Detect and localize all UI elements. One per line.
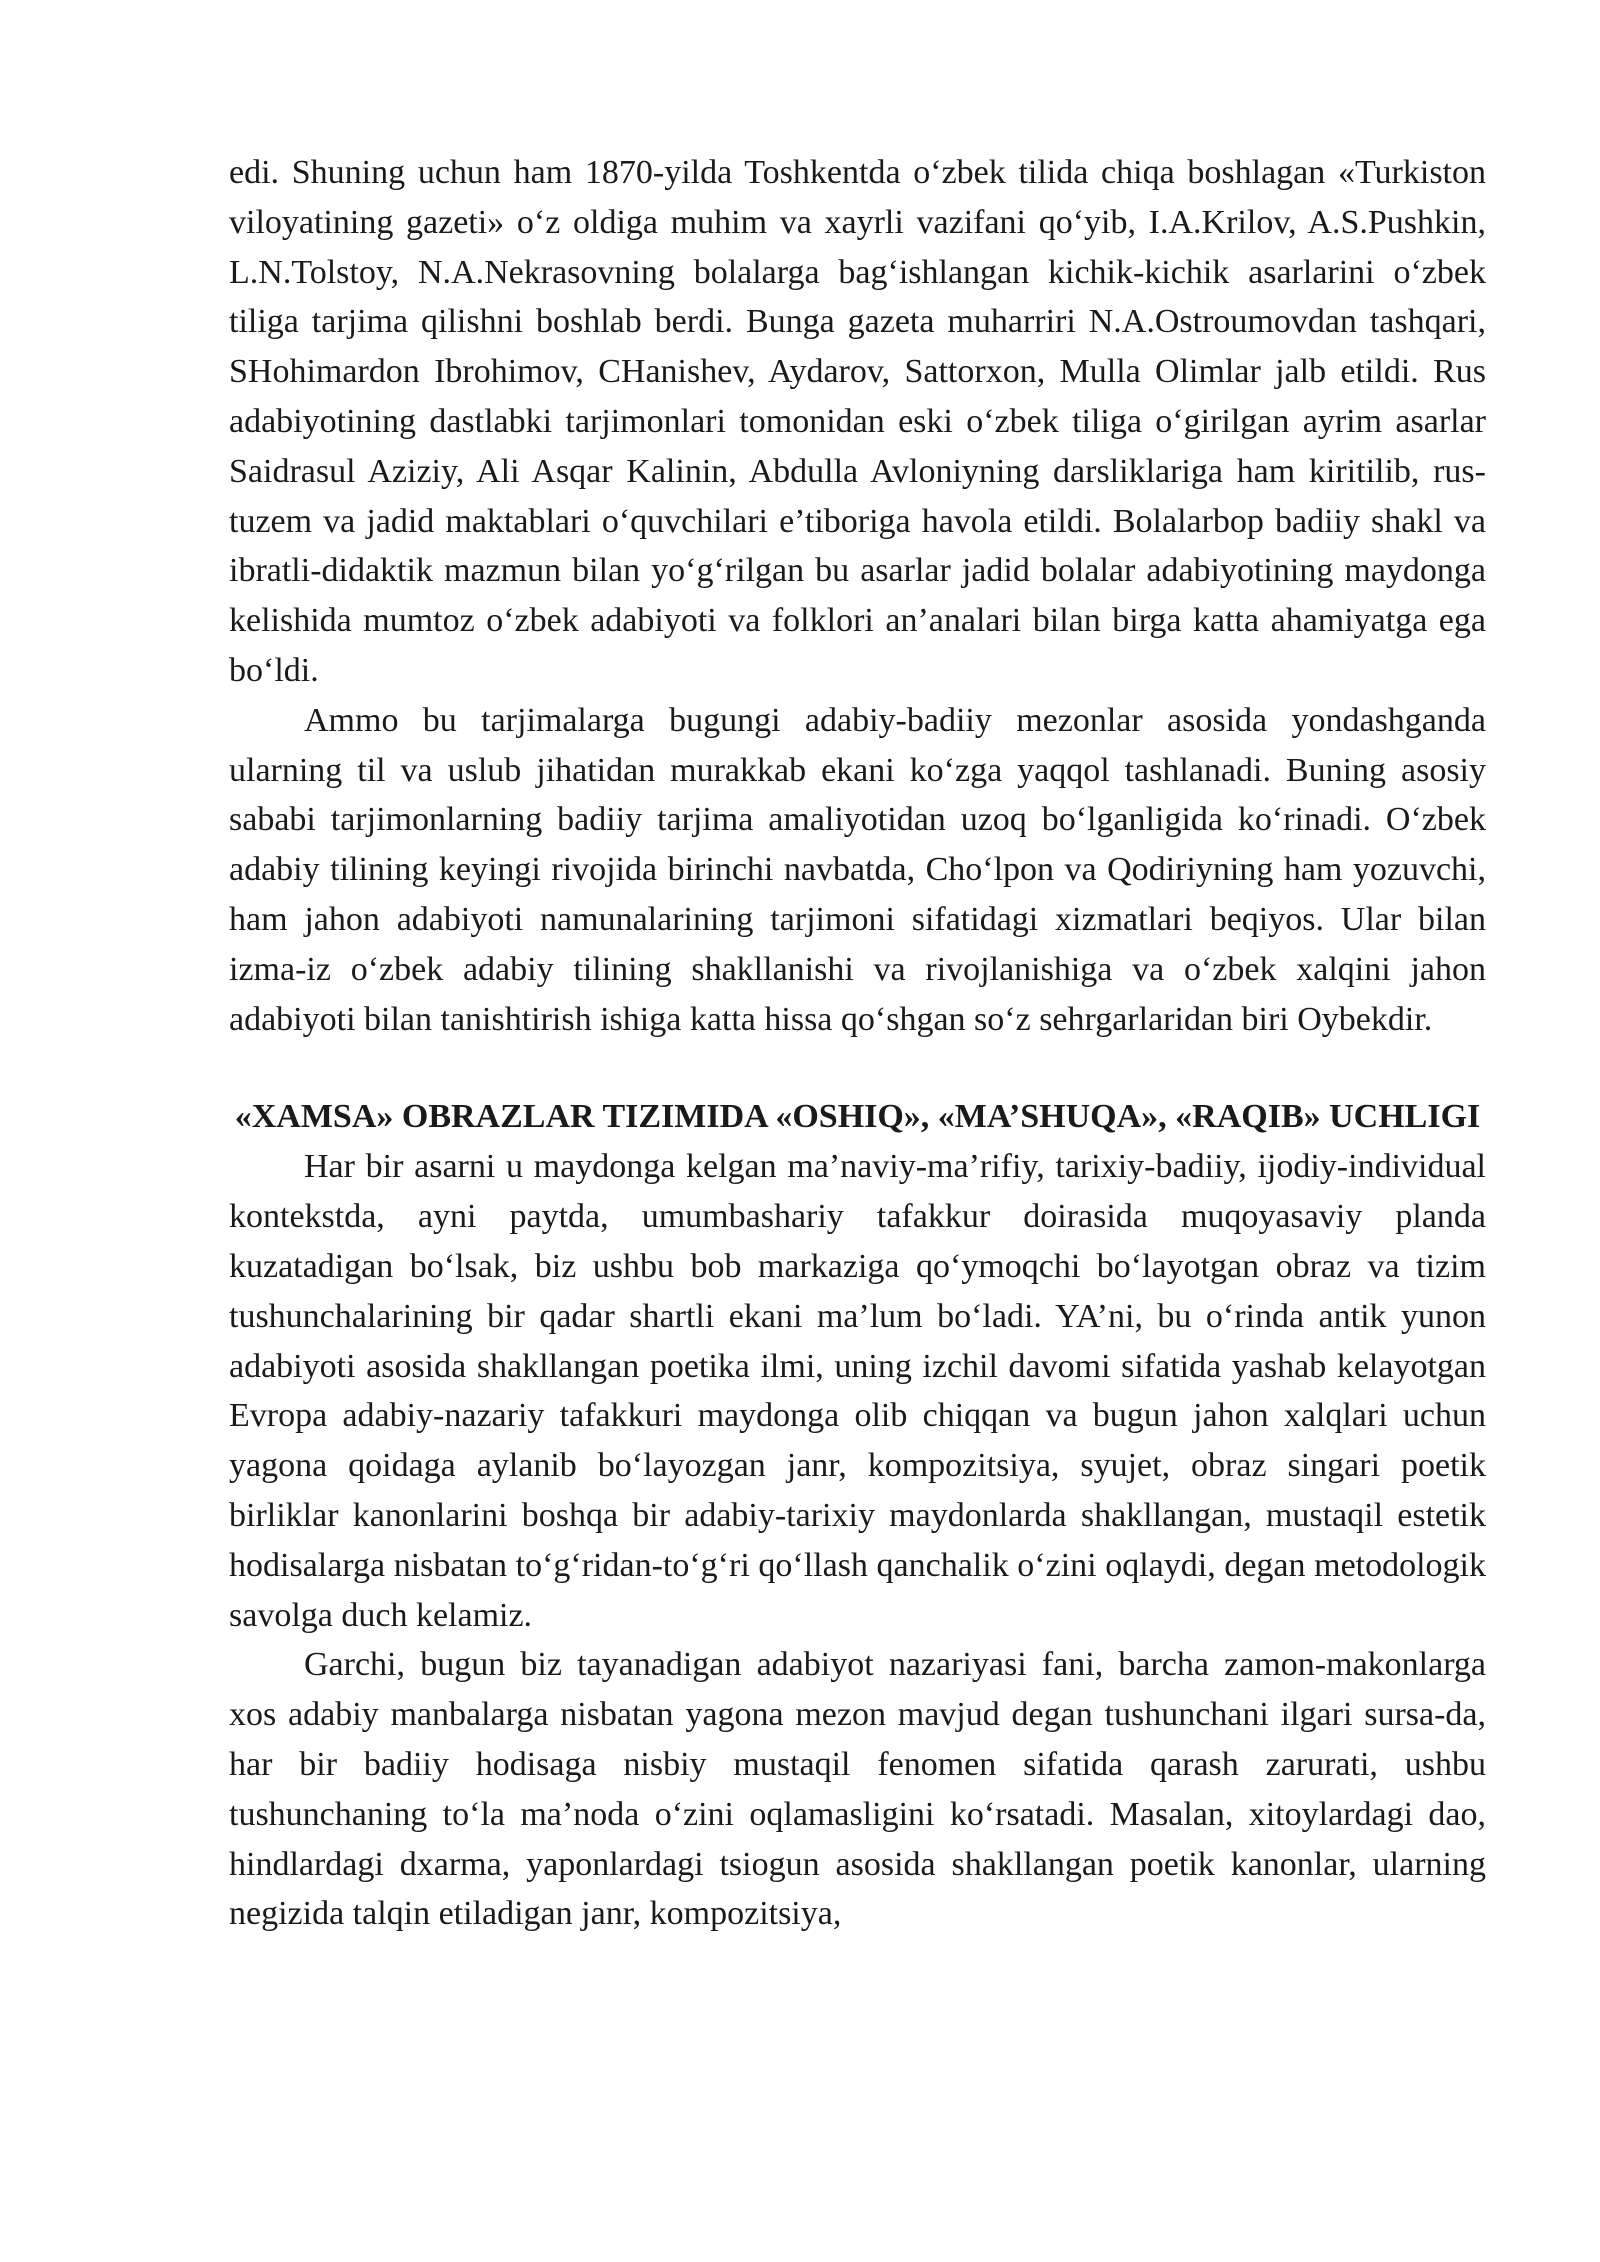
- section-heading: «XAMSA» OBRAZLAR TIZIMIDA «OSHIQ», «MA’SHUQA», «RAQIB» UCHLIGI: [234, 1098, 1481, 1136]
- paragraph-theory: Garchi, bugun biz tayanadigan adabiyot nazariyasi fani, barcha zamon-makonlarga xos adabiy manbalarga nisbatan yagona mezon mavjud degan tushunchani ilgari sursa-da, har bir badiiy hodisaga nisbiy mustaqil fenomen sifatida qarash zarurati, ushbu tushunchaning to‘la ma’noda o‘zini oqlamasligini ko‘rsatadi. Masalan, xitoylardagi dao, hindlardagi dxarma, yaponlardagi tsiogun asosida shakllangan poetik kanonlar, ularning negizida talqin etiladigan janr, kompozitsiya,: [229, 1646, 1486, 1933]
- paragraph-translations: Ammo bu tarjimalarga bugungi adabiy-badiiy mezonlar asosida yondashganda ularning til va uslub jihatidan murakkab ekani ko‘zga yaqqol tashlanadi. Buning asosiy sababi tarjimonlarning badiiy tarjima amaliyotidan uzoq bo‘lganligida ko‘rinadi. O‘zbek adabiy tilining keyingi rivojida birinchi navbatda, Cho‘lpon va Qodiriyning ham yozuvchi, ham jahon adabiyoti namunalarining tarjimoni sifatidagi xizmatlari beqiyos. Ular bilan izma-iz o‘zbek adabiy tilining shakllanishi va rivojlanishiga va o‘zbek xalqini jahon adabiyoti bilan tanishtirish ishiga katta hissa qo‘shgan so‘z sehrgarlaridan biri Oybekdir.: [229, 701, 1486, 1038]
- document-page: [229, 148, 1486, 1939]
- paragraph-continuation: edi. Shuning uchun ham 1870-yilda Toshkentda o‘zbek tilida chiqa boshlagan «Turkiston viloyatining gazeti» o‘z oldiga muhim va xayrli vazifani qo‘yib, I.A.Krilov, A.S.Pushkin, L.N.Tolstoy, N.A.Nekrasovning bolalarga bag‘ishlangan kichik-kichik asarlarini o‘zbek tiliga tarjima qilishni boshlab berdi. Bunga gazeta muharriri N.A.Ostroumovdan tashqari, SHohimardon Ibrohimov, CHanishev, Aydarov, Sattorxon, Mulla Olimlar jalb etildi. Rus adabiyotining dastlabki tarjimonlari tomonidan eski o‘zbek tiliga o‘girilgan ayrim asarlar Saidrasul Aziziy, Ali Asqar Kalinin, Abdulla Avloniyning darsliklariga ham kiritilib, rus-tuzem va jadid maktablari o‘quvchilari e’tiboriga havola etildi. Bolalarbop badiiy shakl va ibratli-didaktik mazmun bilan yo‘g‘rilgan bu asarlar jadid bolalar adabiyotining maydonga kelishida mumtoz o‘zbek adabiyoti va folklori an’analari bilan birga katta ahamiyatga ega bo‘ldi.: [229, 154, 1486, 689]
- paragraph-context: Har bir asarni u maydonga kelgan ma’naviy-ma’rifiy, tarixiy-badiiy, ijodiy-individual kontekstda, ayni paytda, umumbashariy tafakkur doirasida muqoyasaviy planda kuzatadigan bo‘lsak, biz ushbu bob markaziga qo‘ymoqchi bo‘layotgan obraz va tizim tushunchalarining bir qadar shartli ekani ma’lum bo‘ladi. YA’ni, bu o‘rinda antik yunon adabiyoti asosida shakllangan poetika ilmi, uning izchil davomi sifatida yashab kelayotgan Evropa adabiy-nazariy tafakkuri maydonga olib chiqqan va bugun jahon xalqlari uchun yagona qoidaga aylanib bo‘layozgan janr, kompozitsiya, syujet, obraz singari poetik birliklar kanonlarini boshqa bir adabiy-tarixiy maydonlarda shakllangan, mustaqil estetik hodisalarga nisbatan to‘g‘ridan-to‘g‘ri qo‘llash qanchalik o‘zini oqlaydi, degan metodologik savolga duch kelamiz.: [229, 1148, 1486, 1634]
